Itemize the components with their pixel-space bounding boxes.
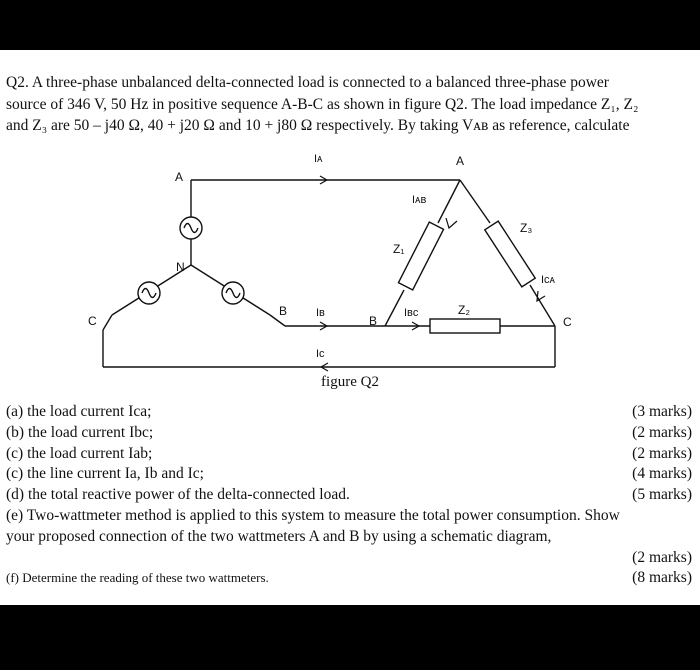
z1-impedance	[398, 222, 443, 290]
intro-line: source of 346 V, 50 Hz in positive sequence A-B-C as shown in figure Q2. The load impedance Z₁, Z₂	[6, 95, 639, 113]
part-f-text: (f) Determine the reading of these two wattmeters.	[6, 570, 269, 586]
part-d-text: (d) the total reactive power of the delta-connected load.	[6, 486, 350, 504]
part-b-text: (b) the load current Ibc;	[6, 423, 154, 441]
part-a-text: (a) the load current Ica;	[6, 403, 152, 420]
part-a-marks: (3 marks)	[632, 403, 692, 420]
part-c-text: (c) the load current Iab;	[6, 444, 153, 462]
question-intro	[6, 72, 696, 137]
part-e-marks: (2 marks)	[632, 548, 692, 566]
part-c-marks: (2 marks)	[632, 444, 692, 462]
delta-branch-ab-top	[438, 180, 460, 223]
part-a	[6, 402, 692, 423]
part-c	[6, 444, 692, 465]
part-e-marks-row	[6, 548, 692, 569]
z1-label: Z₁	[393, 242, 405, 256]
source-b-ac-icon	[222, 282, 244, 304]
current-ia-label: Iᴀ	[314, 153, 323, 165]
delta-branch-ab-bottom	[385, 290, 404, 326]
part-f-marks: (8 marks)	[632, 569, 692, 587]
current-iab-label: Iᴀʙ	[412, 194, 427, 206]
part-d-marks: (5 marks)	[632, 486, 692, 504]
node-b-load-label: B	[369, 314, 378, 328]
part-b	[6, 423, 692, 444]
node-c-load-label: C	[563, 315, 572, 329]
intro-line: Q2. A three-phase unbalanced delta-connected load is connected to a balanced three-phase power	[6, 74, 609, 91]
question-parts	[6, 402, 692, 589]
z2-impedance	[430, 319, 500, 333]
part-f	[6, 568, 692, 589]
source-c-ac-icon	[138, 282, 160, 304]
node-a-load-label: A	[456, 154, 465, 168]
part-b-marks: (2 marks)	[632, 423, 692, 441]
z3-label: Z₃	[520, 221, 533, 235]
part-d	[6, 485, 692, 506]
source-a-ac-icon	[180, 217, 202, 239]
node-c-source-label: C	[88, 314, 97, 328]
part-c-line-currents	[6, 464, 692, 485]
node-b-source-label: B	[279, 304, 288, 318]
arrow-iab-icon	[446, 218, 457, 228]
circuit-diagram	[0, 145, 700, 405]
part-e-line-1: (e) Two-wattmeter method is applied to this system to measure the total power consumption. Show	[6, 506, 620, 524]
delta-branch-ca-bottom	[530, 285, 555, 326]
current-ica-label: Icᴀ	[541, 274, 556, 286]
current-ib-label: Iʙ	[316, 307, 325, 319]
z2-label: Z₂	[458, 303, 470, 317]
node-n-label: N	[176, 260, 185, 274]
part-e-line-2: your proposed connection of the two wattmeters A and B by using a schematic diagram,	[6, 527, 552, 545]
intro-line: and Z₃ are 50 – j40 Ω, 40 + j20 Ω and 10 + j80 Ω respectively. By taking Vᴀʙ as reference, calculate	[6, 117, 630, 134]
part-c-line-currents-marks: (4 marks)	[632, 465, 692, 483]
current-ic-label: Ic	[316, 348, 325, 360]
figure-caption: figure Q2	[321, 374, 379, 390]
line-c-source	[103, 315, 112, 330]
delta-branch-ca-top	[460, 180, 490, 223]
part-c-line-currents-text: (c) the line current Ia, Ib and Ic;	[6, 465, 204, 483]
question-page	[0, 50, 700, 605]
current-ibc-label: Iʙc	[404, 307, 419, 319]
node-a-source-label: A	[175, 170, 184, 184]
